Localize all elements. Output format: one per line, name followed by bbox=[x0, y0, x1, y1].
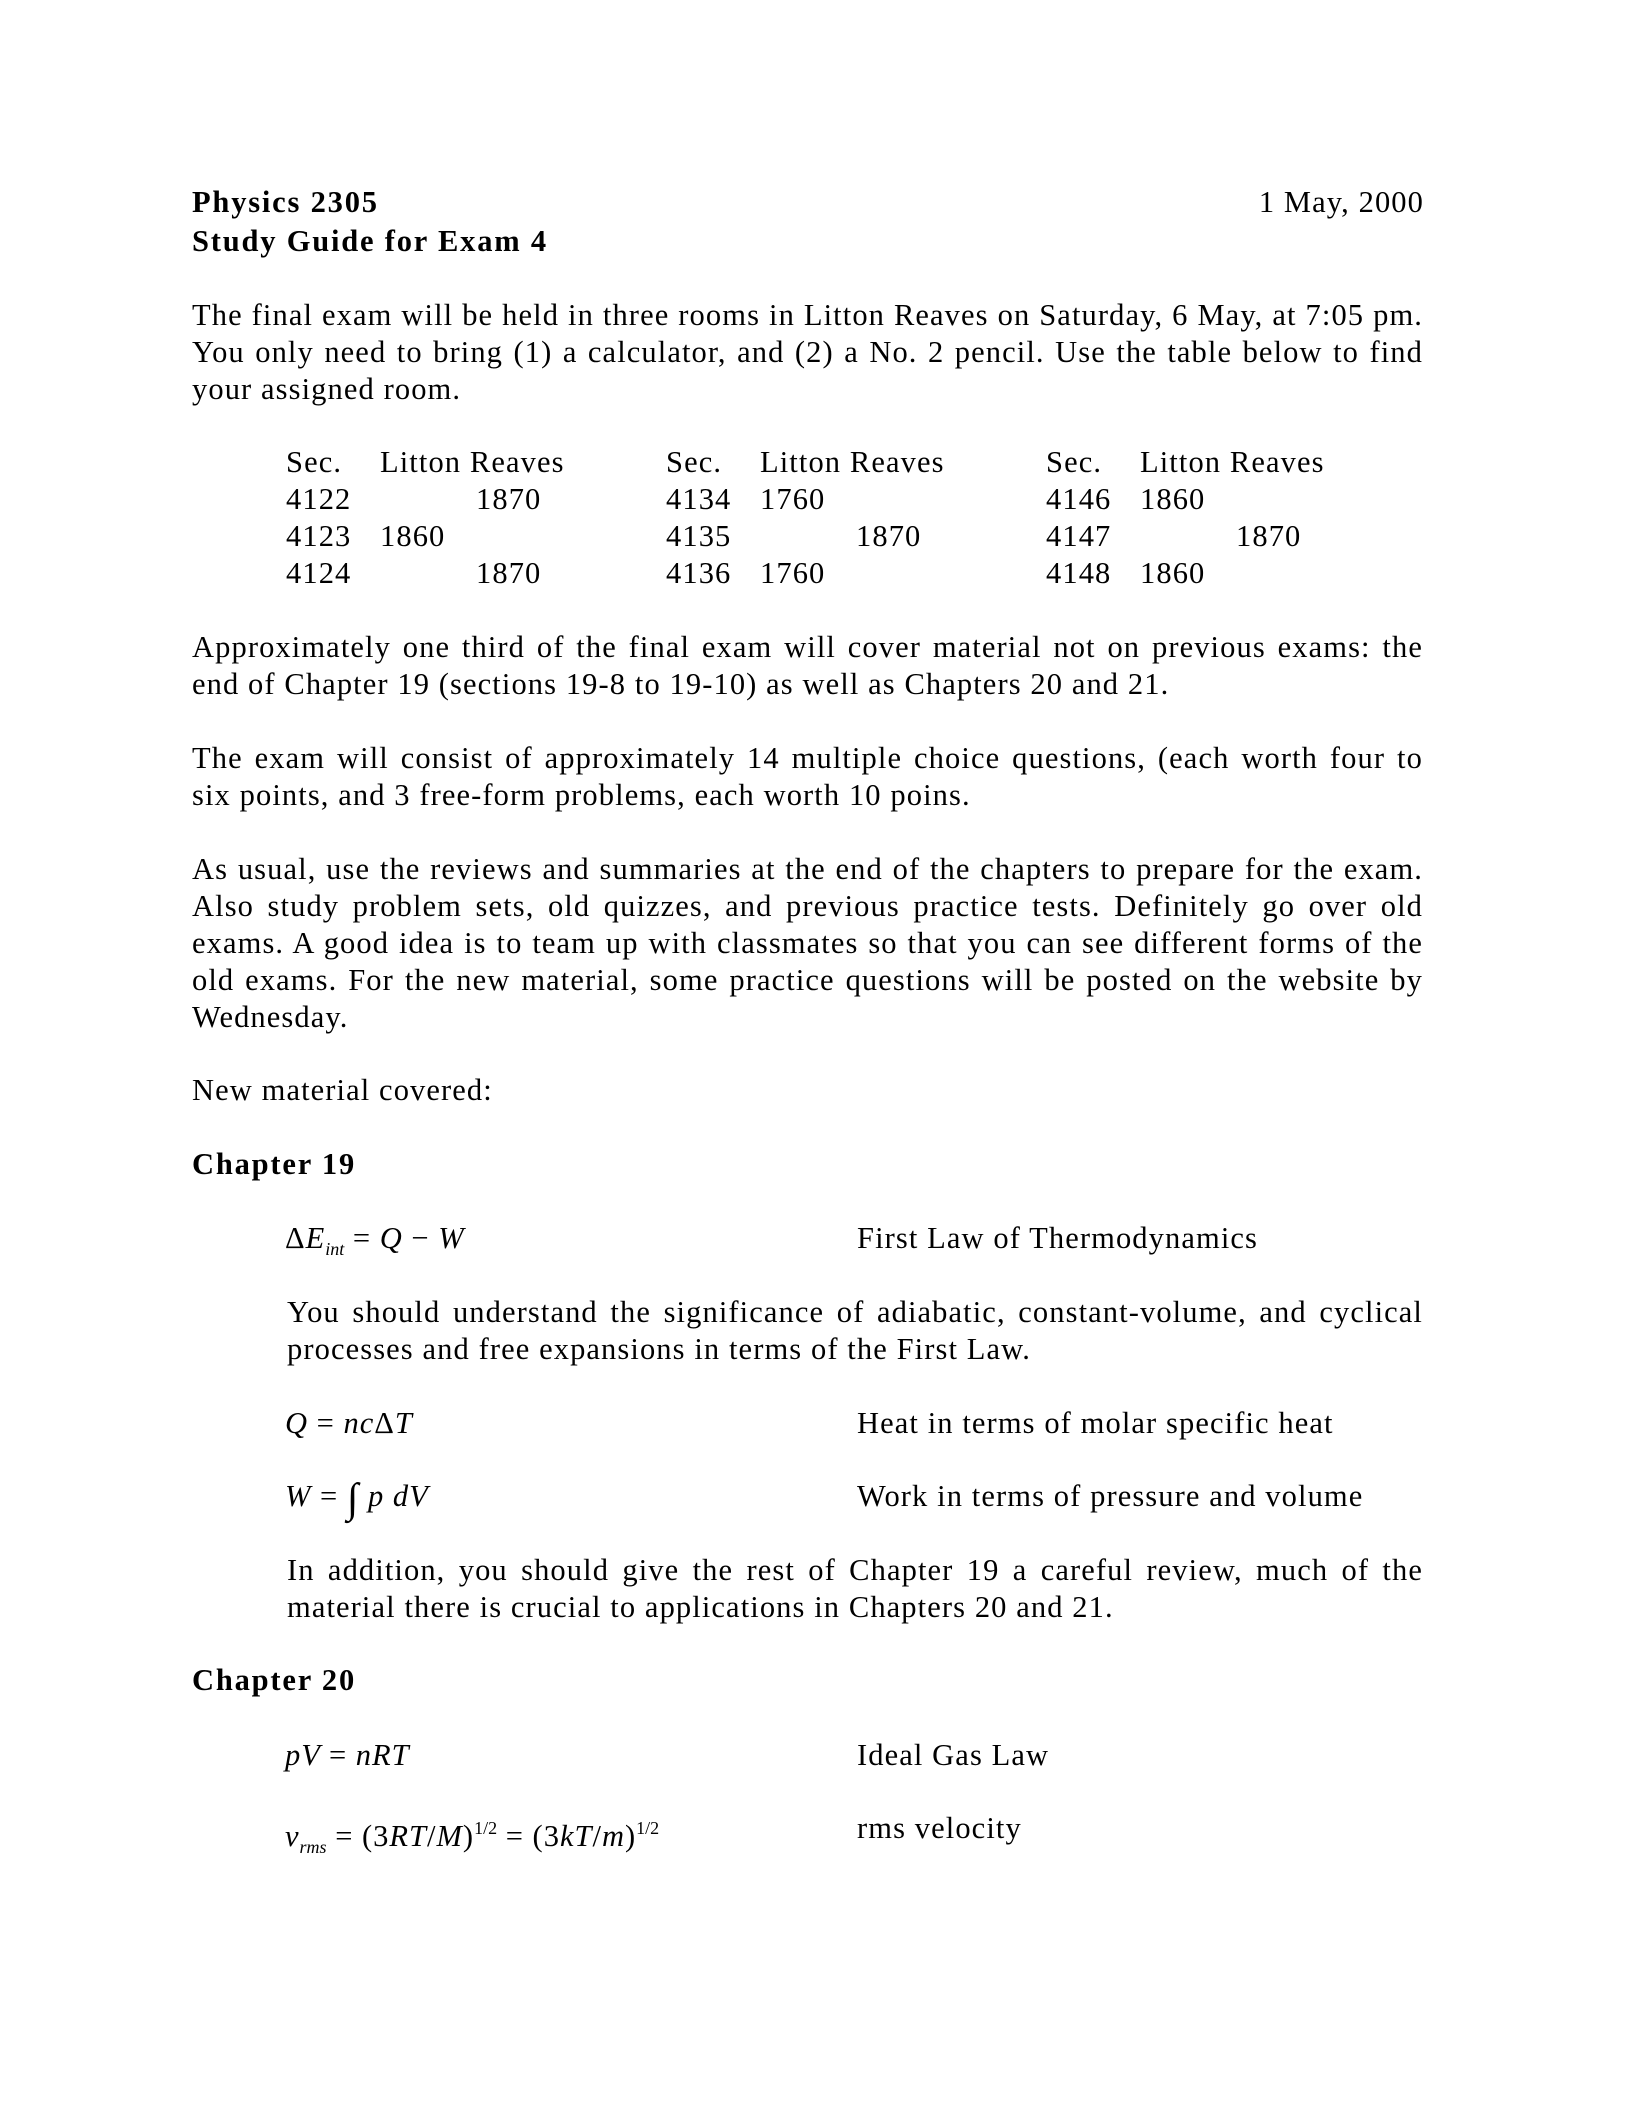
course-title: Physics 2305 bbox=[192, 185, 379, 219]
table-cell-sec: 4147 bbox=[1046, 519, 1112, 553]
first-law-note: You should understand the significance of adiabatic, constant-volume, and cyclical processes and free expansions in terms of the First Law. bbox=[287, 1295, 1423, 1366]
table-header-sec: Sec. bbox=[286, 445, 343, 479]
ideal-gas-equation: pV = nRT bbox=[285, 1738, 410, 1772]
chapter-19-heading: Chapter 19 bbox=[192, 1147, 357, 1181]
new-material-label: New material covered: bbox=[192, 1073, 493, 1107]
table-cell-room: 1760 bbox=[760, 482, 826, 516]
table-cell-sec: 4146 bbox=[1046, 482, 1112, 516]
table-cell-sec: 4123 bbox=[286, 519, 352, 553]
format-paragraph: The exam will consist of approximately 14 multiple choice questions, (each worth four to six points, and 3 free-form problems, each worth 10 poins. bbox=[192, 741, 1423, 812]
chapter-19-review-note: In addition, you should give the rest of Chapter 19 a careful review, much of the material there is crucial to applications in Chapters 20 and 21. bbox=[287, 1553, 1423, 1624]
table-cell-room: 1870 bbox=[1236, 519, 1302, 553]
rms-velocity-equation: $v_{rms} = (3RT/M)^{1/2} = (3kT/m)^{1/2}$ bbox=[285, 1818, 660, 1857]
first-law-equation: $\Delta E_{int} = Q - W$ bbox=[285, 1221, 465, 1259]
table-cell-room: 1860 bbox=[1140, 482, 1206, 516]
heat-equation: Q = ncΔT bbox=[285, 1406, 413, 1440]
table-header-room: Litton Reaves bbox=[1140, 445, 1325, 479]
table-header-sec: Sec. bbox=[666, 445, 723, 479]
coverage-paragraph: Approximately one third of the final exam will cover material not on previous exams: the end of Chapter 19 (sections 19-8 to 19-10) as well as Chapters 20 and 21. bbox=[192, 630, 1423, 701]
work-equation: W = ∫ p dV bbox=[285, 1476, 429, 1522]
document-date: 1 May, 2000 bbox=[1258, 185, 1424, 219]
chapter-20-heading: Chapter 20 bbox=[192, 1663, 357, 1697]
study-paragraph: As usual, use the reviews and summaries at the end of the chapters to prepare for the exam. Also study problem sets, old quizzes, and previous practice tests. Definitely go over old exams. A good idea is to team up with classmates so that you can see different forms of the old exams. For the new material, some practice questions will be posted on the website by Wednesday. bbox=[192, 852, 1423, 1034]
table-header-room: Litton Reaves bbox=[380, 445, 565, 479]
heat-description: Heat in terms of molar specific heat bbox=[857, 1406, 1334, 1440]
table-cell-sec: 4122 bbox=[286, 482, 352, 516]
table-header-room: Litton Reaves bbox=[760, 445, 945, 479]
table-cell-room: 1860 bbox=[1140, 556, 1206, 590]
table-cell-room: 1870 bbox=[476, 482, 542, 516]
table-cell-sec: 4135 bbox=[666, 519, 732, 553]
table-cell-room: 1760 bbox=[760, 556, 826, 590]
table-cell-sec: 4136 bbox=[666, 556, 732, 590]
table-cell-sec: 4148 bbox=[1046, 556, 1112, 590]
table-cell-sec: 4134 bbox=[666, 482, 732, 516]
intro-paragraph: The final exam will be held in three rooms in Litton Reaves on Saturday, 6 May, at 7:05 pm. You only need to bring (1) a calculator, and (2) a No. 2 pencil. Use the table below to find your assigned room. bbox=[192, 298, 1423, 406]
rms-velocity-description: rms velocity bbox=[857, 1811, 1022, 1845]
table-header-sec: Sec. bbox=[1046, 445, 1103, 479]
table-cell-room: 1870 bbox=[856, 519, 922, 553]
first-law-description: First Law of Thermodynamics bbox=[857, 1221, 1259, 1255]
table-cell-room: 1860 bbox=[380, 519, 446, 553]
work-description: Work in terms of pressure and volume bbox=[857, 1479, 1364, 1513]
document-subtitle: Study Guide for Exam 4 bbox=[192, 224, 548, 258]
table-cell-sec: 4124 bbox=[286, 556, 352, 590]
ideal-gas-description: Ideal Gas Law bbox=[857, 1738, 1050, 1772]
table-cell-room: 1870 bbox=[476, 556, 542, 590]
